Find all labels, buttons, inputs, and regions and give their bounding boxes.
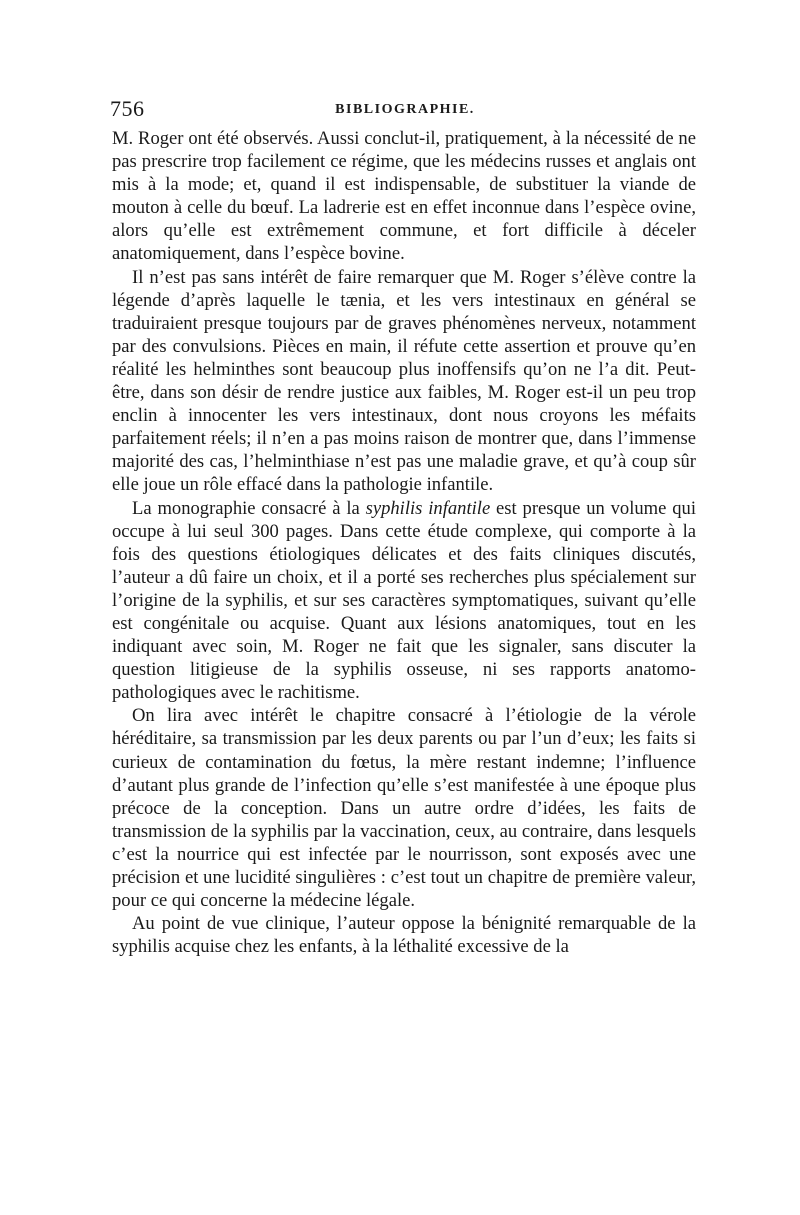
italic-title: syphilis infantile xyxy=(365,497,491,519)
page-header xyxy=(110,96,700,124)
page-body xyxy=(112,127,696,958)
text-segment: La monographie consacré à la xyxy=(132,497,366,519)
text-segment: est presque un volume qui occupe à lui seul 300 pages. Dans cette étude complexe, qui comporte à la fois des questions étiologiques délicates et des faits cliniques discutés, l’auteur a dû faire un choix, et il a porté ses recherches plus spécialement sur l’origine de la syphilis, et sur ses caractères symptomatiques, suivant qu’elle est congénitale ou acquise. Quant aux lésions anatomiques, tout en les indiquant avec soin, M. Roger ne fait que les signaler, sans discuter la question litigieuse de la syphilis osseuse, ni ses rapports anatomo-pathologiques avec le rachitisme. xyxy=(112,497,696,704)
page-number: 756 xyxy=(110,96,145,121)
paragraph-helminths: Il n’est pas sans intérêt de faire remarquer que M. Roger s’élève contre la légende d’après laquelle le tænia, et les vers intestinaux en général se traduiraient presque toujours par de graves phénomènes nerveux, notamment par des convulsions. Pièces en main, il réfute cette assertion et prouve qu’en réalité les helminthes sont beaucoup plus inoffensifs qu’on ne l’a dit. Peut-être, dans son désir de rendre justice aux faibles, M. Roger est-il un peu trop enclin à innocenter les vers intestinaux, dont nous croyons les méfaits parfaitement réels; il n’en a pas moins raison de montrer que, dans l’immense majorité des cas, l’helminthiase n’est pas une maladie grave, et qu’à coup sûr elle joue un rôle effacé dans la pathologie infantile. xyxy=(112,266,696,496)
paragraph-clinical: Au point de vue clinique, l’auteur oppose la bénignité remarquable de la syphilis acquise chez les enfants, à la léthalité excessive de la xyxy=(112,913,696,958)
paragraph-syphilis-monograph xyxy=(112,497,696,705)
paragraph-etiology: On lira avec intérêt le chapitre consacré à l’étiologie de la vérole héréditaire, sa transmission par les deux parents ou par l’un d’eux; les faits si curieux de contamination du fœtus, la mère restant indemne; l’influence d’autant plus grande de l’infection qu’elle s’est manifestée à une époque plus précoce de la conception. Dans un autre ordre d’idées, les faits de transmission de la syphilis par la vaccination, ceux, au contraire, dans lesquels c’est la nourrice qui est infectée par le nourrisson, sont exposés avec une précision et une lucidité singulières : c’est tout un chapitre de première valeur, pour ce qui concerne la médecine légale. xyxy=(112,705,696,912)
running-head: BIBLIOGRAPHIE. xyxy=(335,102,475,117)
paragraph-continued: M. Roger ont été observés. Aussi conclut-il, pratiquement, à la nécessité de ne pas prescrire trop facilement ce régime, que les médecins russes et anglais ont mis à la mode; et, quand il est indispensable, de substituer la viande de mouton à celle du bœuf. La ladrerie est en effet inconnue dans l’espèce ovine, alors qu’elle est extrêmement commune, et fort difficile à déceler anatomiquement, dans l’espèce bovine. xyxy=(112,128,696,265)
